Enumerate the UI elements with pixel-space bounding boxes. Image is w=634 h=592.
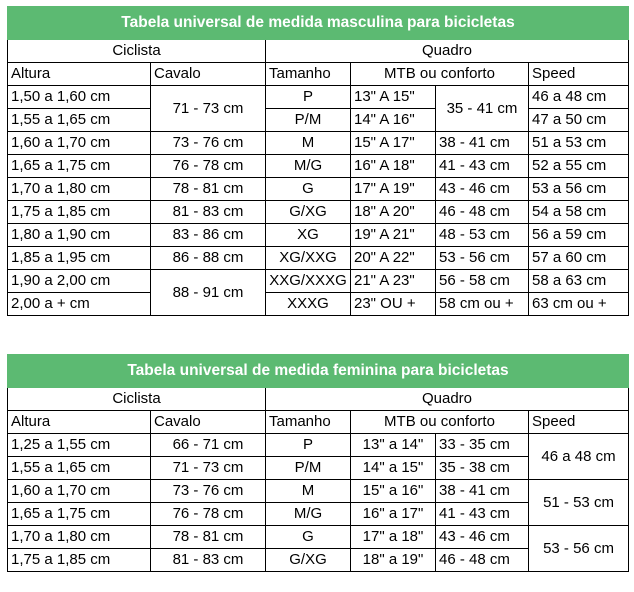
height-cell: 1,25 a 1,55 cm <box>8 434 151 457</box>
header-speed: Speed <box>529 411 629 434</box>
frame-cell: 17" a 18" <box>351 526 436 549</box>
inseam-cell: 73 - 76 cm <box>151 132 266 155</box>
size-cell: XG/XXG <box>266 247 351 270</box>
speed-cell: 47 a 50 cm <box>529 109 629 132</box>
inseam-cell: 71 - 73 cm <box>151 457 266 480</box>
inseam-cell: 81 - 83 cm <box>151 549 266 572</box>
group-header-row <box>8 388 629 411</box>
mtb-cell: 35 - 41 cm <box>436 86 529 132</box>
table-row <box>8 480 629 503</box>
mtb-cell: 43 - 46 cm <box>436 178 529 201</box>
mtb-cell: 56 - 58 cm <box>436 270 529 293</box>
header-height: Altura <box>8 63 151 86</box>
table-row <box>8 155 629 178</box>
speed-cell: 53 - 56 cm <box>529 526 629 572</box>
frame-cell: 13" a 14" <box>351 434 436 457</box>
height-cell: 1,60 a 1,70 cm <box>8 480 151 503</box>
mtb-cell: 58 cm ou + <box>436 293 529 316</box>
size-cell: M <box>266 480 351 503</box>
group-header-frame: Quadro <box>266 388 629 411</box>
frame-cell: 16" a 17" <box>351 503 436 526</box>
speed-cell: 51 - 53 cm <box>529 480 629 526</box>
header-size: Tamanho <box>266 411 351 434</box>
size-cell: M <box>266 132 351 155</box>
frame-cell: 13" A 15" <box>351 86 436 109</box>
speed-cell: 46 a 48 cm <box>529 434 629 480</box>
header-mtb: MTB ou conforto <box>351 63 529 86</box>
mtb-cell: 53 - 56 cm <box>436 247 529 270</box>
frame-cell: 14" a 15" <box>351 457 436 480</box>
speed-cell: 63 cm ou + <box>529 293 629 316</box>
table-row <box>8 293 629 316</box>
frame-cell: 16" A 18" <box>351 155 436 178</box>
header-mtb: MTB ou conforto <box>351 411 529 434</box>
height-cell: 1,80 a 1,90 cm <box>8 224 151 247</box>
size-cell: XG <box>266 224 351 247</box>
inseam-cell: 88 - 91 cm <box>151 270 266 316</box>
inseam-cell: 81 - 83 cm <box>151 201 266 224</box>
frame-cell: 15" a 16" <box>351 480 436 503</box>
size-cell: P/M <box>266 457 351 480</box>
table-row <box>8 247 629 270</box>
height-cell: 1,85 a 1,95 cm <box>8 247 151 270</box>
frame-cell: 23" OU + <box>351 293 436 316</box>
mtb-cell: 43 - 46 cm <box>436 526 529 549</box>
size-cell: P <box>266 86 351 109</box>
frame-cell: 20" A 22" <box>351 247 436 270</box>
mtb-cell: 46 - 48 cm <box>436 549 529 572</box>
table-row <box>8 132 629 155</box>
height-cell: 1,75 a 1,85 cm <box>8 201 151 224</box>
size-cell: G/XG <box>266 549 351 572</box>
inseam-cell: 73 - 76 cm <box>151 480 266 503</box>
mtb-cell: 38 - 41 cm <box>436 132 529 155</box>
table-row <box>8 178 629 201</box>
speed-cell: 54 a 58 cm <box>529 201 629 224</box>
table-row <box>8 270 629 293</box>
height-cell: 1,75 a 1,85 cm <box>8 549 151 572</box>
table-row <box>8 109 629 132</box>
mtb-cell: 38 - 41 cm <box>436 480 529 503</box>
header-size: Tamanho <box>266 63 351 86</box>
header-inseam: Cavalo <box>151 63 266 86</box>
height-cell: 1,70 a 1,80 cm <box>8 178 151 201</box>
inseam-cell: 78 - 81 cm <box>151 178 266 201</box>
speed-cell: 57 a 60 cm <box>529 247 629 270</box>
frame-cell: 19" A 21" <box>351 224 436 247</box>
column-header-row <box>8 63 629 86</box>
table-row <box>8 434 629 457</box>
size-cell: P <box>266 434 351 457</box>
table-row <box>8 201 629 224</box>
group-header-frame: Quadro <box>266 40 629 63</box>
size-cell: G <box>266 526 351 549</box>
size-cell: XXXG <box>266 293 351 316</box>
table-row <box>8 86 629 109</box>
frame-cell: 21" A 23" <box>351 270 436 293</box>
inseam-cell: 66 - 71 cm <box>151 434 266 457</box>
header-inseam: Cavalo <box>151 411 266 434</box>
table-row <box>8 224 629 247</box>
inseam-cell: 76 - 78 cm <box>151 155 266 178</box>
size-cell: XXG/XXXG <box>266 270 351 293</box>
speed-cell: 52 a 55 cm <box>529 155 629 178</box>
inseam-cell: 78 - 81 cm <box>151 526 266 549</box>
mtb-cell: 33 - 35 cm <box>436 434 529 457</box>
speed-cell: 56 a 59 cm <box>529 224 629 247</box>
table-row <box>8 526 629 549</box>
inseam-cell: 86 - 88 cm <box>151 247 266 270</box>
inseam-cell: 71 - 73 cm <box>151 86 266 132</box>
table-title: Tabela universal de medida masculina para bicicletas <box>8 7 629 40</box>
speed-cell: 58 a 63 cm <box>529 270 629 293</box>
size-cell: G <box>266 178 351 201</box>
table-title-row <box>8 7 629 40</box>
table-title: Tabela universal de medida feminina para bicicletas <box>8 355 629 388</box>
group-header-rider: Ciclista <box>8 388 266 411</box>
height-cell: 1,65 a 1,75 cm <box>8 503 151 526</box>
frame-cell: 18" A 20" <box>351 201 436 224</box>
frame-cell: 15" A 17" <box>351 132 436 155</box>
column-header-row <box>8 411 629 434</box>
mtb-cell: 41 - 43 cm <box>436 155 529 178</box>
height-cell: 1,50 a 1,60 cm <box>8 86 151 109</box>
female-size-table <box>7 354 629 572</box>
height-cell: 2,00 a + cm <box>8 293 151 316</box>
header-speed: Speed <box>529 63 629 86</box>
inseam-cell: 83 - 86 cm <box>151 224 266 247</box>
group-header-rider: Ciclista <box>8 40 266 63</box>
group-header-row <box>8 40 629 63</box>
inseam-cell: 76 - 78 cm <box>151 503 266 526</box>
size-cell: M/G <box>266 503 351 526</box>
size-cell: P/M <box>266 109 351 132</box>
height-cell: 1,60 a 1,70 cm <box>8 132 151 155</box>
height-cell: 1,70 a 1,80 cm <box>8 526 151 549</box>
speed-cell: 51 a 53 cm <box>529 132 629 155</box>
frame-cell: 18" a 19" <box>351 549 436 572</box>
frame-cell: 14" A 16" <box>351 109 436 132</box>
height-cell: 1,90 a 2,00 cm <box>8 270 151 293</box>
height-cell: 1,55 a 1,65 cm <box>8 109 151 132</box>
mtb-cell: 48 - 53 cm <box>436 224 529 247</box>
mtb-cell: 41 - 43 cm <box>436 503 529 526</box>
mtb-cell: 46 - 48 cm <box>436 201 529 224</box>
speed-cell: 53 a 56 cm <box>529 178 629 201</box>
size-cell: G/XG <box>266 201 351 224</box>
frame-cell: 17" A 19" <box>351 178 436 201</box>
male-size-table <box>7 6 629 316</box>
height-cell: 1,55 a 1,65 cm <box>8 457 151 480</box>
size-cell: M/G <box>266 155 351 178</box>
header-height: Altura <box>8 411 151 434</box>
speed-cell: 46 a 48 cm <box>529 86 629 109</box>
table-title-row <box>8 355 629 388</box>
height-cell: 1,65 a 1,75 cm <box>8 155 151 178</box>
mtb-cell: 35 - 38 cm <box>436 457 529 480</box>
